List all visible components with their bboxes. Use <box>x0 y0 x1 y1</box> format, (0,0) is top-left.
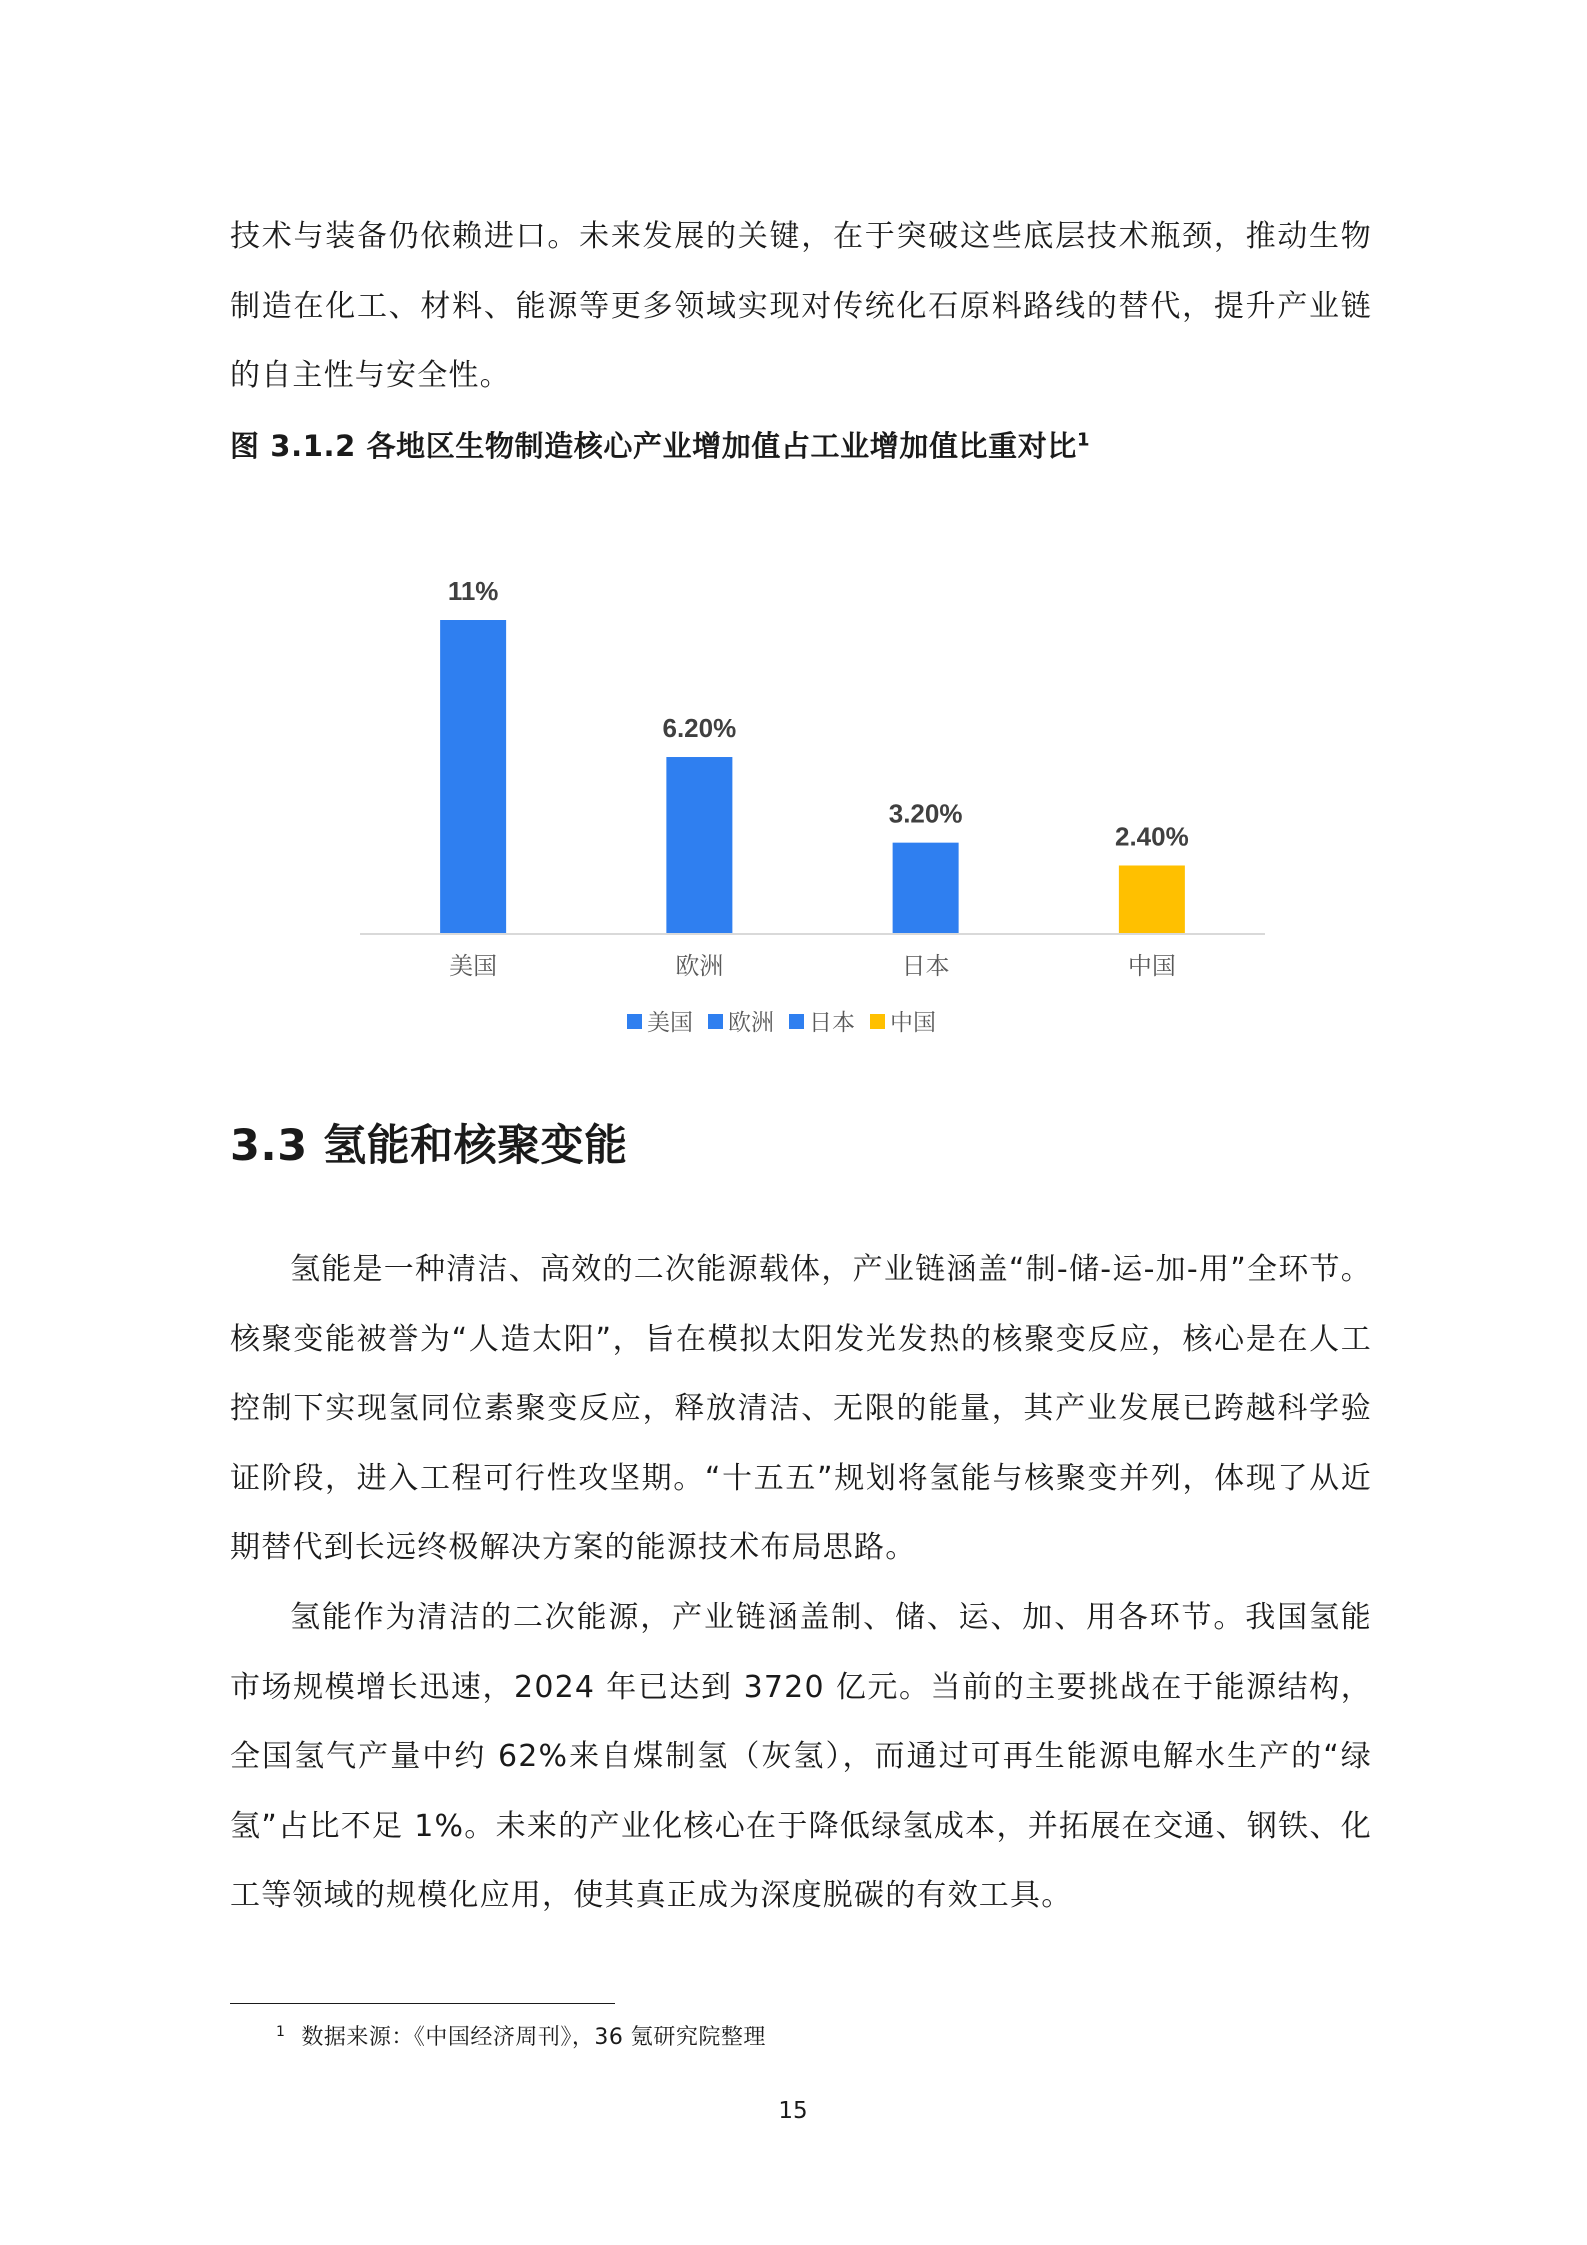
body-paragraph-3: 氢能作为清洁的二次能源，产业链涵盖制、储、运、加、用各环节。我国氢能市场规模增长迅速，2024 年已达到 3720 亿元。当前的主要挑战在于能源结构，全国氢气产量中约 62%来自煤制氢（灰氢），而通过可再生能源电解水生产的“绿氢”占比不足 1%。未来的产业化核心在于降低绿氢成本，并拓展在交通、钢铁、化工等领域的规模化应用，使其真正成为深度脱碳的有效工具。 <box>230 1600 1372 1913</box>
bar-3 <box>893 843 959 934</box>
bar-1 <box>440 620 506 934</box>
x-tick-label-1: 美国 <box>449 953 498 980</box>
data-label-2: 6.20% <box>662 713 737 744</box>
data-label-4: 2.40% <box>1115 821 1189 852</box>
footnote <box>276 2020 766 2051</box>
footnote-mark: 1 <box>276 2023 286 2040</box>
legend-label-3: 日本 <box>809 1009 855 1035</box>
section-heading: 3.3 氢能和核聚变能 <box>230 1121 628 1171</box>
x-tick-label-3: 日本 <box>901 953 950 980</box>
body-paragraph-1: 技术与装备仍依赖进口。未来发展的关键，在于突破这些底层技术瓶颈，推动生物制造在化工、材料、能源等更多领域实现对传统化石原料路线的替代，提升产业链的自主性与安全性。 <box>230 219 1372 393</box>
bar-2 <box>666 757 732 934</box>
legend-label-1: 美国 <box>647 1009 693 1035</box>
footnote-text: 数据来源：《中国经济周刊》，36 氪研究院整理 <box>301 2025 766 2050</box>
bar-4 <box>1119 865 1185 934</box>
legend-swatch-1 <box>627 1014 642 1029</box>
figure-caption-footnote-ref[interactable]: 1 <box>1076 429 1091 451</box>
footnote-divider <box>230 2003 615 2004</box>
legend-swatch-2 <box>708 1014 723 1029</box>
legend-swatch-3 <box>789 1014 804 1029</box>
legend-label-4: 中国 <box>890 1009 936 1035</box>
x-tick-label-2: 欧洲 <box>675 953 724 980</box>
legend-swatch-4 <box>870 1014 885 1029</box>
figure-caption <box>230 424 1090 465</box>
x-tick-label-4: 中国 <box>1127 953 1176 980</box>
figure-caption-text: 图 3.1.2 各地区生物制造核心产业增加值占工业增加值比重对比 <box>230 429 1077 463</box>
data-label-1: 11% <box>447 576 499 606</box>
body-paragraph-2: 氢能是一种清洁、高效的二次能源载体，产业链涵盖“制-储-运-加-用”全环节。核聚变能被誉为“人造太阳”，旨在模拟太阳发光发热的核聚变反应，核心是在人工控制下实现氢同位素聚变反应，释放清洁、无限的能量，其产业发展已跨越科学验证阶段，进入工程可行性攻坚期。“十五五”规划将氢能与核聚变并列，体现了从近期替代到长远终极解决方案的能源技术布局思路。 <box>230 1252 1372 1565</box>
page-number: 15 <box>778 2098 808 2124</box>
data-label-3: 3.20% <box>888 798 963 829</box>
legend-label-2: 欧洲 <box>728 1009 774 1035</box>
